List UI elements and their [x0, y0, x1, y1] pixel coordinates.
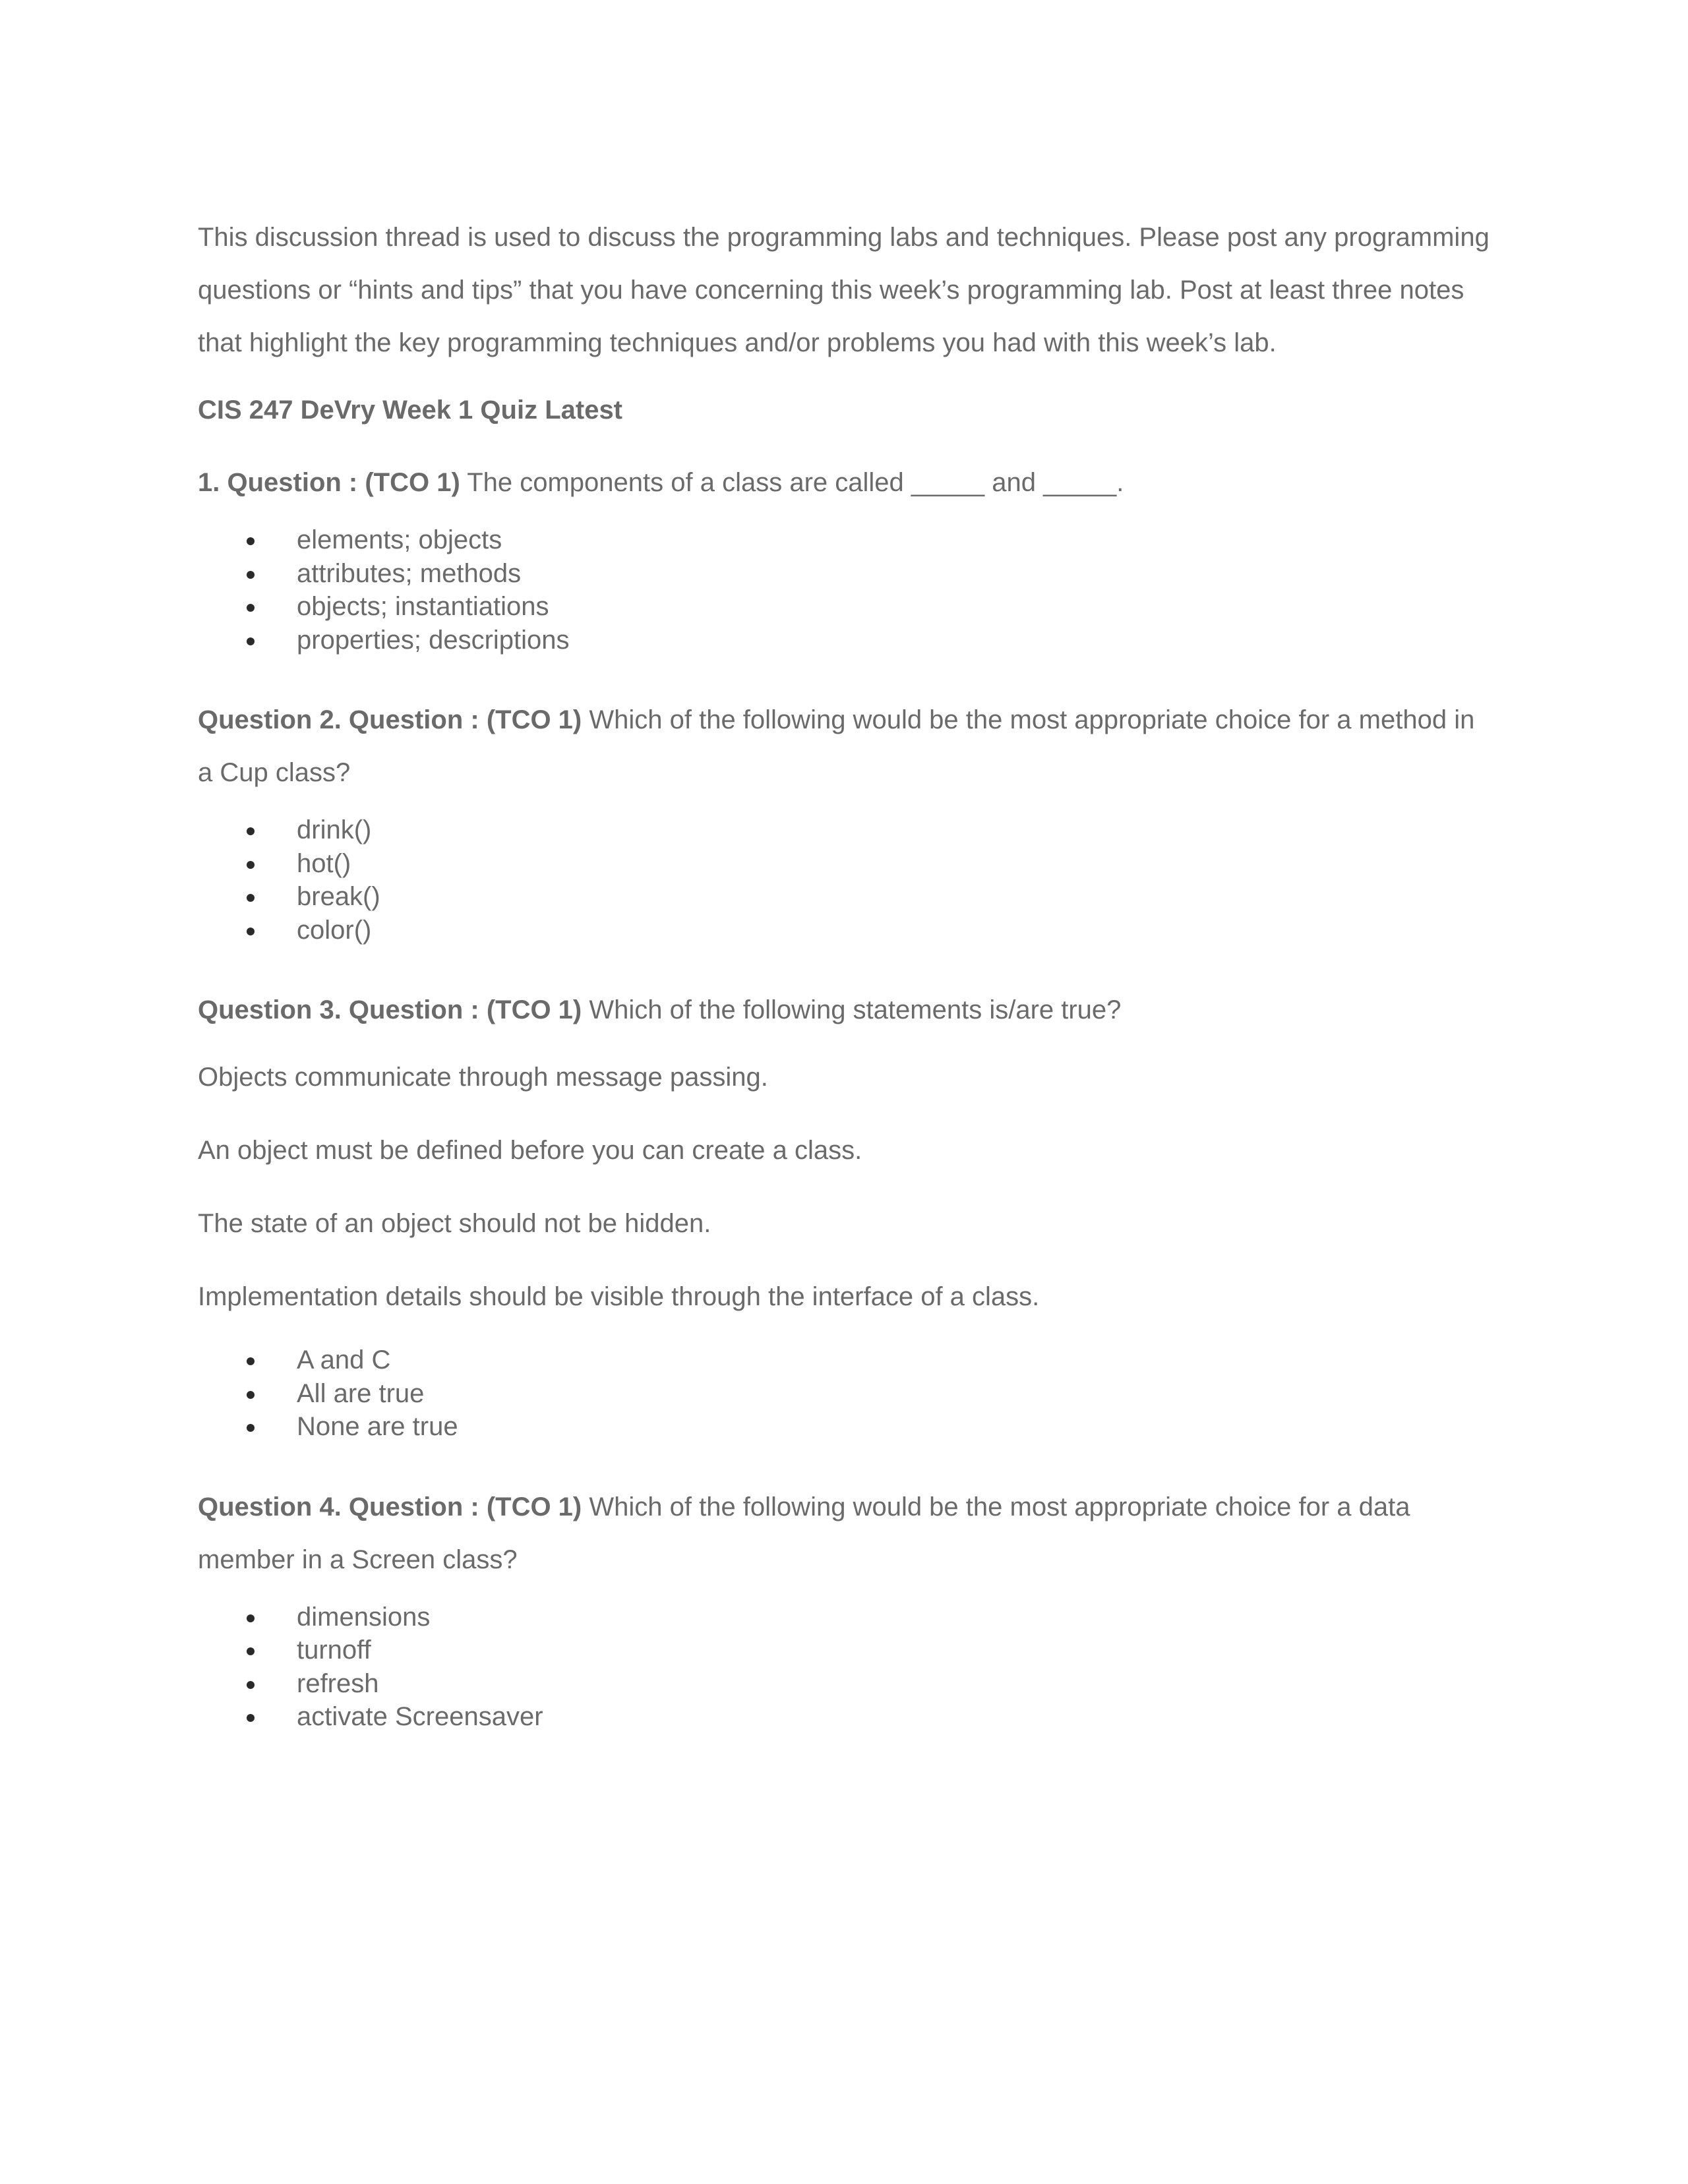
- statement-c: The state of an object should not be hidden.: [198, 1209, 711, 1238]
- option-text: color(): [297, 915, 372, 945]
- option-text: hot(): [297, 848, 351, 878]
- option-text: All are true: [297, 1378, 425, 1408]
- statement-d: Implementation details should be visible through the interface of a class.: [198, 1282, 1040, 1311]
- question-1-text: The components of a class are called _____ and _____.: [460, 468, 1124, 497]
- bullet-icon: [247, 1614, 255, 1622]
- option-text: properties; descriptions: [297, 625, 570, 655]
- bullet-icon: [247, 571, 255, 579]
- option-text: break(): [297, 882, 380, 911]
- bullet-icon: [247, 1424, 255, 1432]
- bullet-icon: [247, 1681, 255, 1689]
- question-3-label: Question 3. Question : (TCO 1): [198, 995, 582, 1024]
- option-text: drink(): [297, 815, 372, 844]
- list-item: [198, 1343, 1490, 1377]
- question-1-label: 1. Question : (TCO 1): [198, 468, 460, 497]
- bullet-icon: [247, 894, 255, 902]
- question-2-text: Which of the following would be the most appropriate choice for a method in a Cup class?: [198, 705, 1475, 787]
- quiz-heading: CIS 247 DeVry Week 1 Quiz Latest: [198, 396, 623, 425]
- bullet-icon: [247, 861, 255, 869]
- list-item: [198, 1634, 1490, 1667]
- list-item: [198, 880, 1490, 914]
- question-1: [198, 456, 1490, 509]
- option-text: turnoff: [297, 1636, 371, 1665]
- statement-b: An object must be defined before you can create a class.: [198, 1136, 862, 1165]
- list-item: [198, 847, 1490, 881]
- list-item: [198, 624, 1490, 657]
- list-item: [198, 1667, 1490, 1701]
- option-text: attributes; methods: [297, 558, 522, 588]
- question-4-text: Which of the following would be the most appropriate choice for a data member in a Screen class?: [198, 1492, 1410, 1574]
- question-2-options: [198, 813, 1490, 947]
- question-1-options: [198, 523, 1490, 657]
- bullet-icon: [247, 928, 255, 935]
- question-4-label: Question 4. Question : (TCO 1): [198, 1492, 582, 1521]
- question-3-options: [198, 1343, 1490, 1444]
- bullet-icon: [247, 1391, 255, 1399]
- document-page: [198, 211, 1490, 1771]
- question-4: [198, 1481, 1490, 1586]
- bullet-icon: [247, 1647, 255, 1655]
- list-item: [198, 523, 1490, 557]
- question-3-text: Which of the following statements is/are true?: [582, 995, 1122, 1024]
- option-text: activate Screensaver: [297, 1702, 543, 1731]
- list-item: [198, 1377, 1490, 1411]
- list-item: [198, 914, 1490, 947]
- list-item: [198, 813, 1490, 847]
- statement-a: Objects communicate through message passing.: [198, 1063, 768, 1092]
- bullet-icon: [247, 537, 255, 545]
- option-text: refresh: [297, 1668, 379, 1698]
- list-item: [198, 1601, 1490, 1634]
- list-item: [198, 557, 1490, 591]
- question-3: [198, 984, 1490, 1036]
- bullet-icon: [247, 604, 255, 612]
- option-text: objects; instantiations: [297, 592, 549, 621]
- list-item: [198, 590, 1490, 624]
- question-4-options: [198, 1601, 1490, 1734]
- question-2: [198, 694, 1490, 799]
- list-item: [198, 1410, 1490, 1444]
- option-text: None are true: [297, 1412, 458, 1441]
- bullet-icon: [247, 637, 255, 645]
- list-item: [198, 1700, 1490, 1734]
- bullet-icon: [247, 827, 255, 835]
- bullet-icon: [247, 1357, 255, 1365]
- intro-paragraph: This discussion thread is used to discuss the programming labs and techniques. Please post any programming questions or “hints and tips” that you have concerning this week’s programming lab. Post at least three notes that highlight the key programming techniques and/or problems you had with this week’s lab.: [198, 223, 1490, 357]
- option-text: elements; objects: [297, 525, 502, 554]
- option-text: A and C: [297, 1345, 391, 1374]
- option-text: dimensions: [297, 1602, 431, 1632]
- question-2-label: Question 2. Question : (TCO 1): [198, 705, 582, 734]
- bullet-icon: [247, 1714, 255, 1722]
